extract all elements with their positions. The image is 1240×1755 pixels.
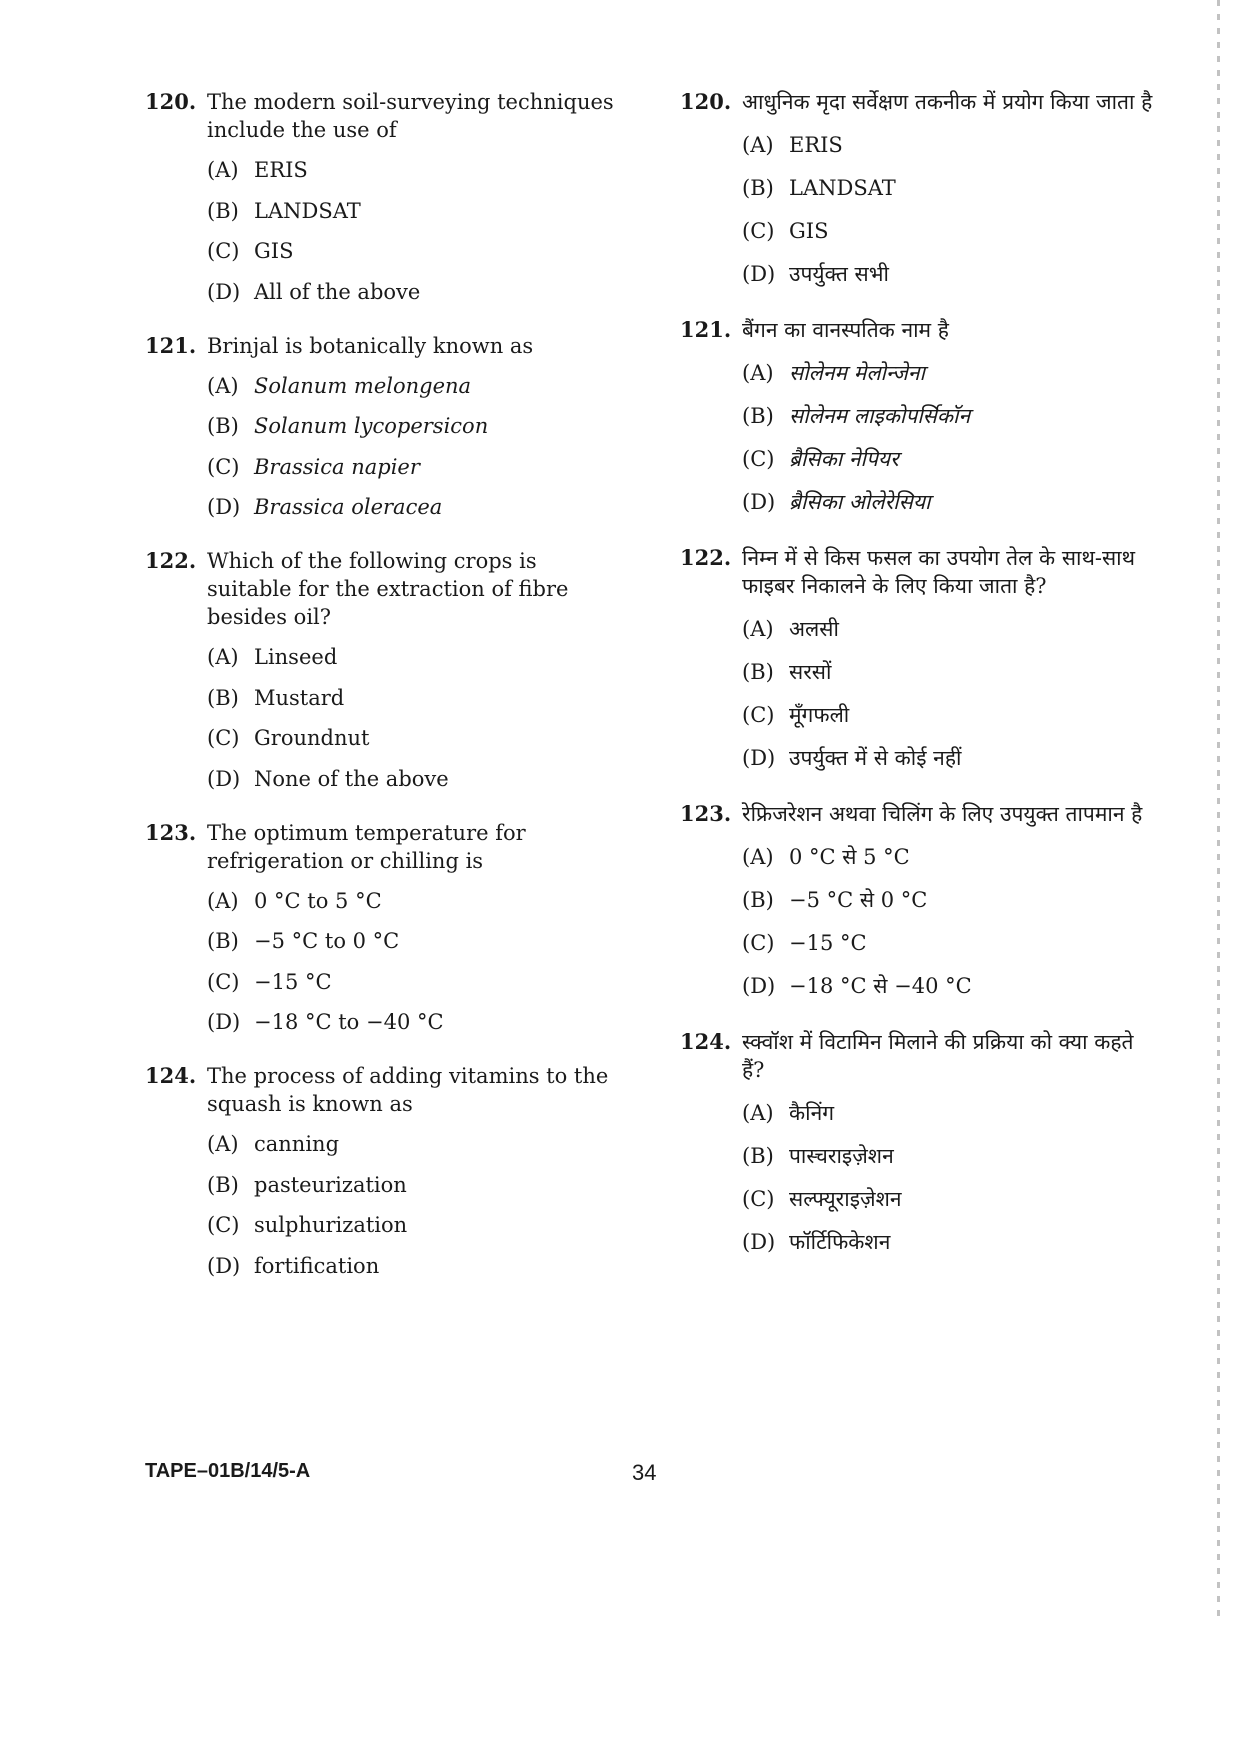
option-b[interactable] [207,684,625,712]
question-121-hi [680,316,1160,516]
option-b[interactable] [742,658,1160,686]
option-text: मूँगफली [789,703,850,727]
question-text: आधुनिक मृदा सर्वेक्षण तकनीक में प्रयोग किया जाता है [742,90,1153,114]
option-label: (A) [207,888,239,913]
option-d[interactable] [207,278,625,306]
option-label: (A) [207,1132,239,1156]
option-d[interactable] [207,1252,625,1280]
option-text: All of the above [254,279,421,304]
question-121-en [145,332,625,522]
option-d[interactable] [207,765,625,793]
option-text: अलसी [789,617,839,641]
question-122-hi [680,544,1160,772]
option-a[interactable] [207,156,625,184]
options-list [742,843,1160,1000]
option-label: (D) [207,1253,241,1278]
option-a[interactable] [207,643,625,671]
options-list [742,615,1160,772]
option-a[interactable] [742,359,1160,387]
option-label: (C) [207,454,240,479]
page-number: 34 [632,1460,657,1485]
option-label: (A) [742,133,774,157]
option-label: (C) [742,931,775,955]
option-c[interactable] [207,968,625,996]
option-label: (B) [207,198,239,223]
question-124-hi [680,1028,1160,1256]
option-label: (A) [742,1101,774,1125]
option-label: (C) [742,219,775,243]
option-text: sulphurization [254,1213,408,1237]
option-a[interactable] [207,887,625,915]
scan-edge-artifact [1217,0,1220,1620]
option-c[interactable] [742,1185,1160,1213]
option-text: फॉर्टिफिकेशन [789,1230,891,1254]
option-d[interactable] [207,1008,625,1036]
option-label: (D) [742,490,776,514]
option-label: (C) [742,447,775,471]
question-text: The optimum temperature for refrigeration or chilling is [207,820,526,873]
option-d[interactable] [742,488,1160,516]
english-column [145,88,625,1306]
option-d[interactable] [742,744,1160,772]
option-d[interactable] [207,493,625,521]
option-c[interactable] [207,453,625,481]
option-text: −18 °C से −40 °C [789,974,972,998]
option-label: (A) [742,845,774,869]
options-list [207,1130,625,1280]
option-text: ब्रैसिका ओलेरेसिया [789,490,931,514]
option-b[interactable] [742,886,1160,914]
question-number: 123. [145,819,197,845]
option-text: fortification [254,1253,380,1278]
option-label: (D) [742,974,776,998]
option-d[interactable] [742,972,1160,1000]
option-text: सरसों [789,660,832,684]
option-b[interactable] [207,927,625,955]
question-number: 123. [680,801,732,826]
option-label: (B) [207,929,239,953]
option-text: Mustard [254,685,345,710]
option-text: GIS [254,239,294,263]
question-120-hi [680,88,1160,288]
question-number: 122. [145,548,197,573]
option-a[interactable] [742,131,1160,159]
option-text: Groundnut [254,726,370,750]
option-label: (C) [207,1213,240,1237]
option-label: (C) [742,703,775,727]
question-number: 120. [680,89,732,114]
option-text: ERIS [789,133,843,157]
option-text: GIS [789,219,829,243]
option-c[interactable] [207,1211,625,1239]
option-label: (B) [742,888,774,912]
option-c[interactable] [742,445,1160,473]
option-b[interactable] [207,197,625,225]
booklet-code: TAPE–01B/14/5-A [145,1460,311,1482]
options-list [742,131,1160,288]
question-number: 120. [145,89,197,114]
option-text: canning [254,1132,340,1156]
option-label: (B) [742,176,774,200]
option-d[interactable] [742,260,1160,288]
question-120-en [145,88,625,306]
option-text: pasteurization [254,1172,407,1197]
options-list [207,156,625,306]
option-text: पास्चराइज़ेशन [789,1144,894,1168]
question-number: 124. [680,1029,732,1054]
option-text: None of the above [254,766,449,791]
option-text: −15 °C [254,969,332,994]
question-number: 121. [680,317,732,342]
option-text: उपर्युक्त सभी [789,262,889,286]
option-text: Brassica oleracea [254,495,443,519]
question-text: The process of adding vitamins to the squash is known as [207,1064,609,1116]
option-label: (D) [207,495,241,519]
question-123-en [145,819,625,1037]
option-b[interactable] [742,1142,1160,1170]
option-label: (B) [207,1172,239,1197]
option-b[interactable] [742,174,1160,202]
option-label: (A) [207,158,239,182]
option-label: (D) [207,766,241,791]
option-c[interactable] [742,217,1160,245]
option-c[interactable] [207,724,625,752]
option-label: (C) [207,726,240,750]
question-text: रेफ्रिजरेशन अथवा चिलिंग के लिए उपयुक्त तापमान है [742,802,1143,826]
option-label: (A) [207,373,239,398]
option-b[interactable] [207,1171,625,1199]
question-122-en [145,547,625,793]
option-label: (D) [742,746,776,770]
question-number: 121. [145,332,197,358]
option-b[interactable] [207,412,625,440]
option-label: (B) [207,685,239,710]
question-text: Brinjal is botanically known as [207,333,534,358]
option-c[interactable] [742,929,1160,957]
options-list [207,643,625,793]
option-text: −5 °C to 0 °C [254,929,400,953]
option-text: Brassica napier [254,454,420,479]
option-label: (B) [742,1144,774,1168]
option-label: (A) [207,645,239,669]
option-text: सोलेनम लाइकोपर्सिकॉन [789,404,971,428]
option-b[interactable] [742,402,1160,430]
question-text: स्क्वॉश में विटामिन मिलाने की प्रक्रिया को क्या कहते हैं? [742,1030,1134,1082]
option-text: ERIS [254,158,308,182]
option-a[interactable] [742,843,1160,871]
option-label: (D) [742,262,776,286]
option-text: सोलेनम मेलोन्जेना [789,361,925,385]
option-text: −15 °C [789,931,867,955]
option-a[interactable] [742,1099,1160,1127]
option-label: (D) [207,279,241,304]
question-text: निम्न में से किस फसल का उपयोग तेल के साथ-साथ फाइबर निकालने के लिए किया जाता है? [742,546,1136,598]
options-list [742,1099,1160,1256]
option-text: कैनिंग [789,1101,835,1125]
option-text: 0 °C to 5 °C [254,888,382,913]
option-a[interactable] [207,1130,625,1158]
question-123-hi [680,800,1160,1000]
option-label: (B) [207,414,239,438]
option-label: (D) [742,1230,776,1254]
option-c[interactable] [207,237,625,265]
question-text: बैंगन का वानस्पतिक नाम है [742,318,949,342]
question-number: 122. [680,545,732,570]
option-label: (D) [207,1010,241,1034]
option-text: Solanum melongena [254,373,472,398]
question-124-en [145,1062,625,1280]
option-label: (C) [207,239,240,263]
option-d[interactable] [742,1228,1160,1256]
options-list [207,887,625,1037]
option-text: सल्फ्यूराइज़ेशन [789,1187,902,1211]
option-text: Linseed [254,645,338,669]
option-text: LANDSAT [254,198,361,223]
options-list [742,359,1160,516]
option-label: (A) [742,361,774,385]
option-text: −18 °C to −40 °C [254,1010,444,1034]
option-text: उपर्युक्त में से कोई नहीं [789,746,962,770]
option-c[interactable] [742,701,1160,729]
option-label: (B) [742,660,774,684]
option-a[interactable] [207,372,625,400]
option-label: (A) [742,617,774,641]
option-text: −5 °C से 0 °C [789,888,928,912]
option-a[interactable] [742,615,1160,643]
hindi-column [680,88,1160,1284]
option-text: 0 °C से 5 °C [789,845,910,869]
option-label: (C) [742,1187,775,1211]
question-text: The modern soil-surveying techniques include the use of [207,90,614,142]
option-text: LANDSAT [789,176,896,200]
option-text: Solanum lycopersicon [254,414,489,438]
option-text: ब्रैसिका नेपियर [789,447,899,471]
question-text: Which of the following crops is suitable for the extraction of fibre besides oil? [207,549,569,629]
options-list [207,372,625,522]
option-label: (B) [742,404,774,428]
option-label: (C) [207,969,240,994]
question-number: 124. [145,1063,197,1088]
